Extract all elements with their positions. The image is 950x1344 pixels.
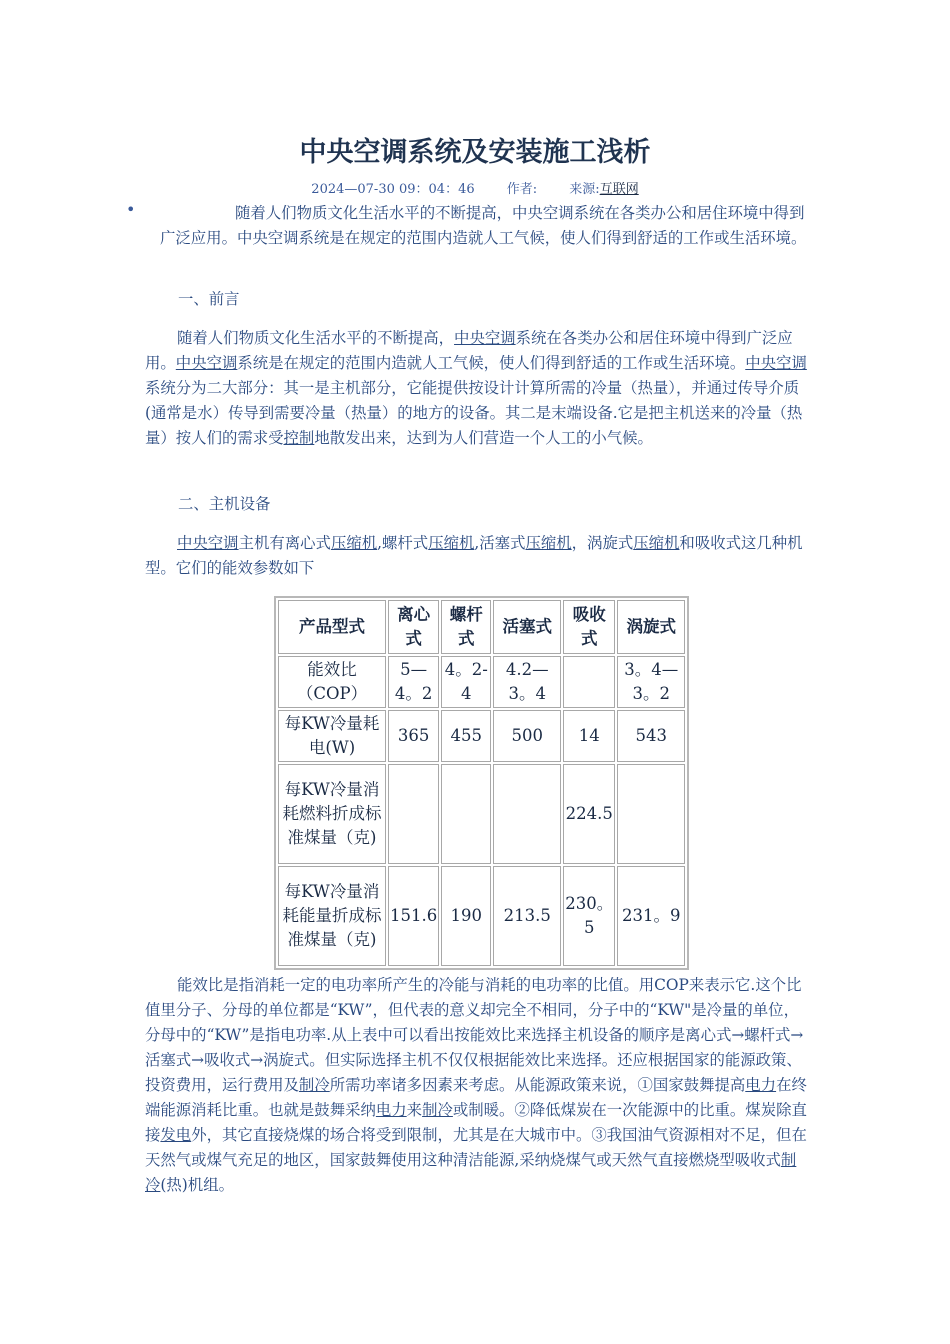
source	[569, 182, 638, 197]
efficiency-paragraph	[145, 973, 810, 1198]
text-run: 系统在各类办公和居住环境中得到广泛应用。	[145, 329, 793, 372]
text-run: 在终端能源消耗比重。也就是鼓舞采纳	[145, 1076, 807, 1119]
table-row	[278, 764, 685, 864]
intro-paragraph: 随着人们物质文化生活水平的不断提高，中央空调系统在各类办公和居住环境中得到广泛应用。中央空调系统是在规定的范围内造就人工气候，使人们得到舒适的工作或生活环境。	[160, 204, 807, 247]
section-heading-main-equipment: 二、主机设备	[178, 495, 271, 513]
table-cell: 能效比（COP）	[278, 656, 386, 708]
table-cell	[493, 764, 561, 864]
text-run: 和吸收式这几种机型。它们的能效参数如下	[145, 534, 803, 577]
link-power[interactable]: 电力	[375, 1101, 407, 1119]
table-cell: 4。2-4	[441, 656, 491, 708]
text-run: 能效比是指消耗一定的电功率所产生的冷能与消耗的电功率的比值。用COP来表示它.这个比值里分子、分母的单位都是“KW”，但代表的意义却完全不相同，分子中的“KW"是冷量的单位，分母中的“KW”是指电功率.从上表中可以看出按能效比来选择主机设备的顺序是离心式→螺杆式→活塞式→吸收式→涡旋式。但实际选择主机不仅仅根据能效比来选择。还应根据国家的能源政策、投资费用，运行费用及	[145, 976, 804, 1094]
publish-date: 2024—07-30 09：04：46	[311, 182, 475, 197]
header-cell: 活塞式	[493, 600, 561, 654]
source-link[interactable]: 互联网	[599, 182, 639, 197]
header-cell: 产品型式	[278, 600, 386, 654]
table-cell: 5—4。2	[388, 656, 439, 708]
text-run: ，涡旋式	[571, 534, 634, 552]
header-cell: 螺杆式	[441, 600, 491, 654]
article-title: 中央空调系统及安装施工浅析	[299, 137, 651, 168]
table-cell: 14	[563, 710, 615, 762]
source-label: 来源:	[569, 182, 600, 197]
header-cell: 离心式	[388, 600, 439, 654]
author-label: 作者:	[506, 182, 538, 197]
text-run: 系统分为二大部分：其一是主机部分，它能提供按设计计算所需的冷量（热量），并通过传导介质(通常是水）传导到需要冷量（热量）的地方的设备。其二是末端设备.它是把主机送来的冷量（热量）按人们的需求受	[145, 379, 803, 447]
text-run: (热)机组。	[160, 1176, 234, 1194]
text-run: 来	[406, 1101, 423, 1119]
table-cell: 190	[441, 866, 491, 966]
text-run: 系统是在规定的范围内造就人工气候，使人们得到舒适的工作或生活环境。	[237, 354, 746, 372]
link-central-ac[interactable]: 中央空调	[177, 534, 239, 552]
link-central-ac[interactable]: 中央空调	[745, 354, 807, 372]
table-cell: 231。9	[617, 866, 685, 966]
link-power[interactable]: 电力	[745, 1076, 777, 1094]
article-meta	[0, 178, 950, 197]
text-run: 所需功率诸多因素来考虑。从能源政策来说，①国家鼓舞提高	[329, 1076, 746, 1094]
link-central-ac[interactable]: 中央空调	[175, 354, 238, 372]
table-cell: 365	[388, 710, 439, 762]
table-cell: 543	[617, 710, 685, 762]
link-refrigeration[interactable]: 制冷	[422, 1101, 453, 1119]
link-refrigeration[interactable]: 制冷	[145, 1151, 797, 1194]
text-run: 地散发出来，达到为人们营造一个人工的小气候。	[314, 429, 653, 447]
preface-paragraph	[145, 326, 810, 451]
link-control[interactable]: 控制	[283, 429, 315, 447]
section-heading-preface: 一、前言	[178, 290, 240, 308]
table-cell: 213.5	[493, 866, 561, 966]
table-row	[278, 710, 685, 762]
text-run: ,螺杆式	[377, 534, 429, 552]
bullet-dot: •	[126, 200, 136, 219]
link-compressor[interactable]: 压缩机	[428, 534, 475, 552]
table-cell	[617, 764, 685, 864]
link-compressor[interactable]: 压缩机	[633, 534, 680, 552]
text-run: 随着人们物质文化生活水平的不断提高，	[177, 329, 455, 347]
efficiency-table	[274, 596, 689, 970]
text-run: 主机有离心式	[238, 534, 331, 552]
table-cell: 151.6	[388, 866, 439, 966]
table-cell: 每KW冷量耗电(W)	[278, 710, 386, 762]
main-equipment-paragraph	[145, 531, 810, 581]
header-cell: 吸收式	[563, 600, 615, 654]
table-cell	[388, 764, 439, 864]
table-cell: 3。4—3。2	[617, 656, 685, 708]
table-cell: 455	[441, 710, 491, 762]
table-cell: 每KW冷量消耗燃料折成标准煤量（克)	[278, 764, 386, 864]
table-header-row	[278, 600, 685, 654]
link-compressor[interactable]: 压缩机	[330, 534, 378, 552]
link-central-ac[interactable]: 中央空调	[454, 329, 516, 347]
table-cell: 224.5	[563, 764, 615, 864]
table-row	[278, 866, 685, 966]
table-cell	[563, 656, 615, 708]
table-row	[278, 656, 685, 708]
table-cell: 4.2—3。4	[493, 656, 561, 708]
link-refrigeration[interactable]: 制冷	[298, 1076, 330, 1094]
link-compressor[interactable]: 压缩机	[525, 534, 572, 552]
text-run: ,活塞式	[474, 534, 526, 552]
text-run: 外，其它直接烧煤的场合将受到限制，尤其是在大城市中。③我国油气资源相对不足，但在天然气或煤气充足的地区，国家鼓舞使用这种清洁能源,采纳烧煤气或天然气直接燃烧型吸收式	[145, 1126, 807, 1169]
header-cell: 涡旋式	[617, 600, 685, 654]
table-cell: 每KW冷量消耗能量折成标准煤量（克)	[278, 866, 386, 966]
text-run: 或制暖。②降低煤炭在一次能源中的比重。煤炭除直接	[145, 1101, 807, 1144]
table-cell	[441, 764, 491, 864]
table-cell: 500	[493, 710, 561, 762]
link-generation[interactable]: 发电	[160, 1126, 192, 1144]
table-cell: 230。5	[563, 866, 615, 966]
